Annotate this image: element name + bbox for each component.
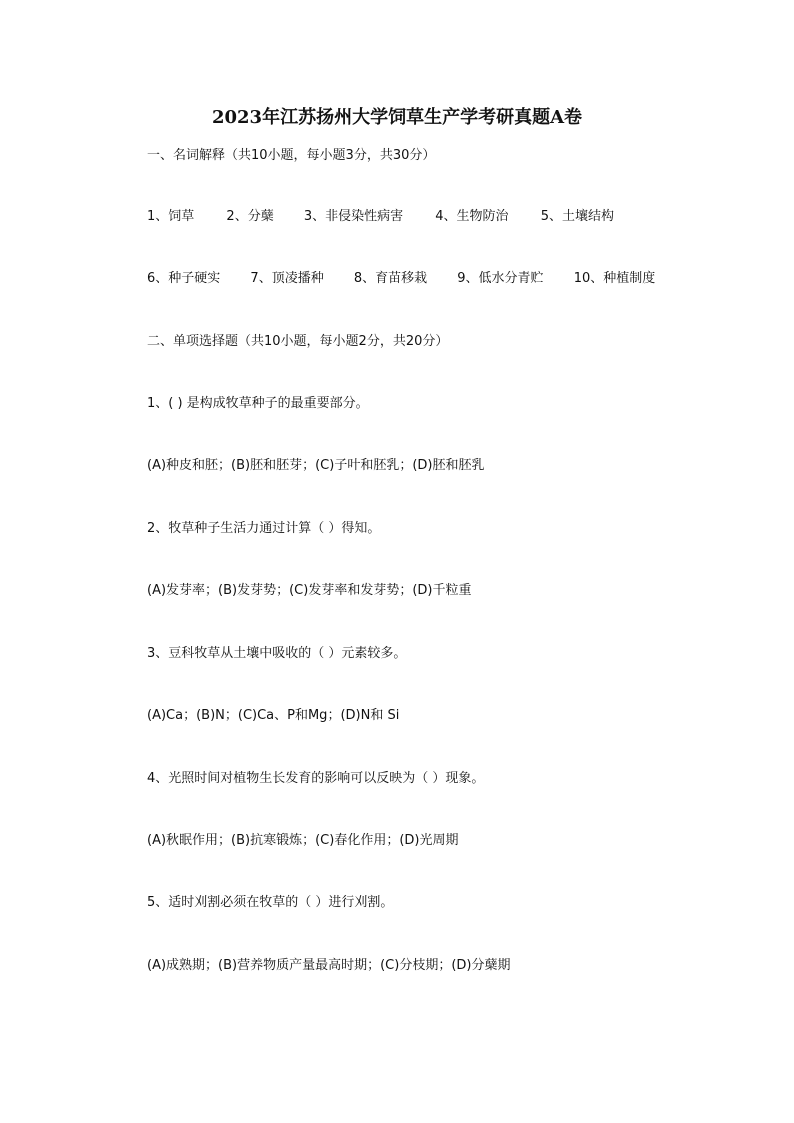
question-stem: 1、( ) 是构成牧草种子的最重要部分。 bbox=[147, 396, 369, 411]
question-options: (A)发芽率；(B)发芽势；(C)发芽率和发芽势；(D)千粒重 bbox=[147, 583, 472, 598]
term-item: 7、顶凌播种 bbox=[250, 271, 324, 286]
question-options: (A)成熟期；(B)营养物质产量最高时期；(C)分枝期；(D)分蘖期 bbox=[147, 958, 511, 973]
question-options: (A)秋眠作用；(B)抗寒锻炼；(C)春化作用；(D)光周期 bbox=[147, 833, 459, 848]
term-item: 4、生物防治 bbox=[435, 209, 509, 224]
term-item: 9、低水分青贮 bbox=[457, 271, 544, 286]
question-stem: 3、豆科牧草从土壤中吸收的（ ）元素较多。 bbox=[147, 646, 407, 661]
term-item: 2、分蘖 bbox=[226, 209, 274, 224]
terms-row-2 bbox=[147, 270, 655, 288]
term-item: 10、种植制度 bbox=[573, 271, 656, 286]
question-options: (A)Ca；(B)N；(C)Ca、P和Mg；(D)N和 Si bbox=[147, 708, 400, 723]
section1-heading: 一、名词解释（共10小题，每小题3分，共30分） bbox=[147, 148, 436, 163]
question-stem: 5、适时刈割必须在牧草的（ ）进行刈割。 bbox=[147, 895, 394, 910]
term-item: 5、土壤结构 bbox=[540, 209, 614, 224]
section2-heading: 二、单项选择题（共10小题，每小题2分，共20分） bbox=[147, 334, 449, 349]
document-title: 2023年江苏扬州大学饲草生产学考研真题A卷 bbox=[211, 107, 583, 128]
term-item: 8、育苗移栽 bbox=[353, 271, 428, 286]
question-stem: 4、光照时间对植物生长发育的影响可以反映为（ ）现象。 bbox=[147, 771, 485, 786]
term-item: 6、种子硬实 bbox=[147, 271, 221, 286]
term-item: 1、饲草 bbox=[147, 209, 195, 224]
term-item: 3、非侵染性病害 bbox=[303, 209, 404, 224]
question-options: (A)种皮和胚；(B)胚和胚芽；(C)子叶和胚乳；(D)胚和胚乳 bbox=[147, 458, 485, 473]
question-stem: 2、牧草种子生活力通过计算（ ）得知。 bbox=[147, 521, 381, 536]
terms-row-1 bbox=[147, 208, 614, 226]
